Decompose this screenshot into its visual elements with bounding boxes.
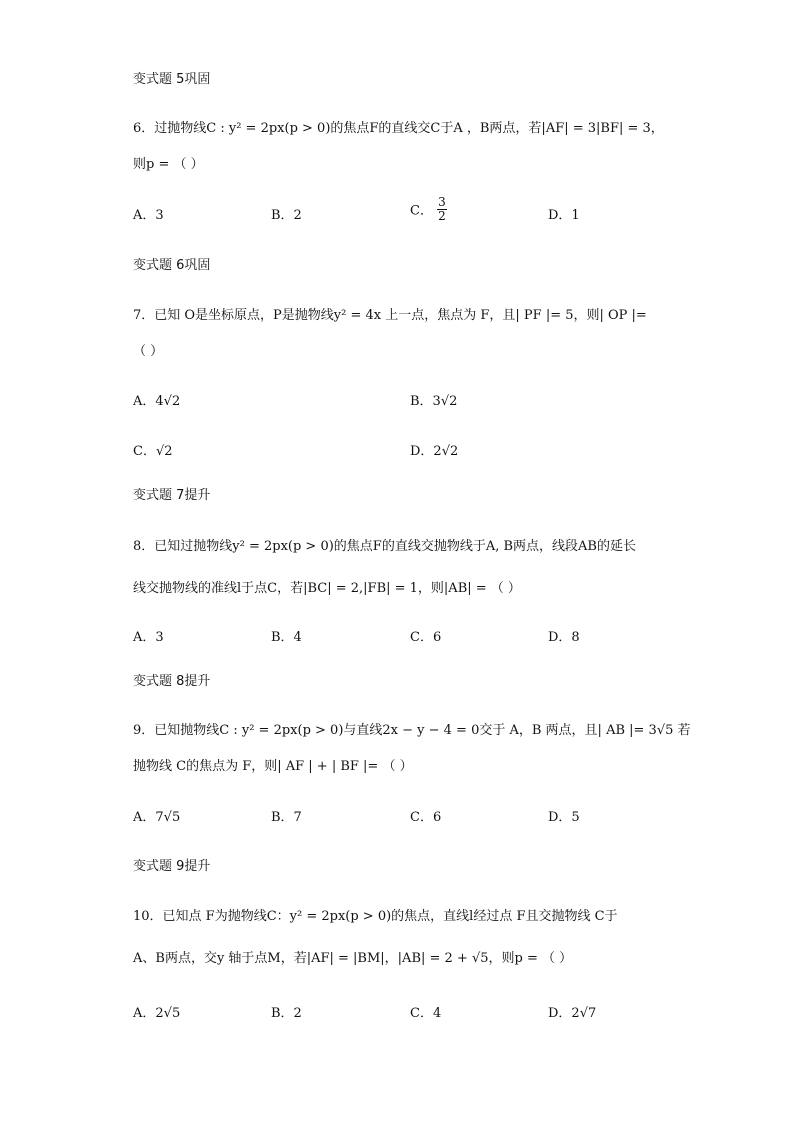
question-10-option-b: B．2 <box>271 1006 302 1021</box>
question-6-option-a: A．3 <box>133 208 164 223</box>
question-8-stem-line2: 线交抛物线的准线l于点C，若|BC| = 2,|FB| = 1，则|AB| = （ ） <box>133 581 521 596</box>
section-heading: 变式题 8提升 <box>133 674 211 689</box>
question-9-option-c: C．6 <box>410 810 442 825</box>
question-7-option-d: D．2√2 <box>410 444 459 459</box>
question-10-stem-line2: A、B两点，交y 轴于点M，若|AF| = |BM|，|AB| = 2 + √5，则p = （ ） <box>133 951 573 966</box>
question-9-option-b: B．7 <box>271 810 302 825</box>
question-6-stem-line1: 6．过抛物线C : y² = 2px(p > 0)的焦点F的直线交C于A ，B两点，若|AF| = 3|BF| = 3， <box>133 121 664 136</box>
option-c-label: C． <box>410 203 433 219</box>
question-8-stem-line1: 8．已知过抛物线y² = 2px(p > 0)的焦点F的直线交抛物线于A, B两点，线段AB的延长 <box>133 539 636 554</box>
question-9-option-d: D．5 <box>548 810 580 825</box>
question-7-stem-line2: （ ） <box>133 344 164 359</box>
question-6-option-b: B．2 <box>271 208 302 223</box>
question-6-option-c <box>410 196 447 222</box>
section-heading: 变式题 9提升 <box>133 859 211 874</box>
question-7-option-c: C．√2 <box>133 444 173 459</box>
question-10-option-c: C．4 <box>410 1006 442 1021</box>
section-heading: 变式题 5巩固 <box>133 72 211 87</box>
fraction <box>437 196 447 222</box>
question-9-option-a: A．7√5 <box>133 810 181 825</box>
section-heading: 变式题 7提升 <box>133 488 211 503</box>
question-8-option-d: D．8 <box>548 630 580 645</box>
question-7-option-b: B．3√2 <box>410 394 458 409</box>
question-10-stem-line1: 10．已知点 F为抛物线C：y² = 2px(p > 0)的焦点，直线l经过点 F且交抛物线 C于 <box>133 909 618 924</box>
question-9-stem-line1: 9．已知抛物线C : y² = 2px(p > 0)与直线2x − y − 4 = 0交于 A，B 两点，且| AB |= 3√5 若 <box>133 723 691 738</box>
question-10-option-a: A．2√5 <box>133 1006 181 1021</box>
question-10-option-d: D．2√7 <box>548 1006 597 1021</box>
question-9-stem-line2: 抛物线 C的焦点为 F，则| AF | + | BF |= （ ） <box>133 759 413 774</box>
question-8-option-a: A．3 <box>133 630 164 645</box>
question-6-stem-line2: 则p = （ ） <box>133 157 204 172</box>
question-7-stem-line1: 7．已知 O是坐标原点，P是抛物线y² = 4x 上一点，焦点为 F，且| PF |= 5，则| OP |= <box>133 308 647 323</box>
fraction-denominator: 2 <box>438 208 446 223</box>
question-8-option-c: C．6 <box>410 630 442 645</box>
section-heading: 变式题 6巩固 <box>133 258 211 273</box>
question-6-option-d: D．1 <box>548 208 580 223</box>
question-8-option-b: B．4 <box>271 630 302 645</box>
fraction-numerator: 3 <box>438 195 446 209</box>
question-7-option-a: A．4√2 <box>133 394 181 409</box>
